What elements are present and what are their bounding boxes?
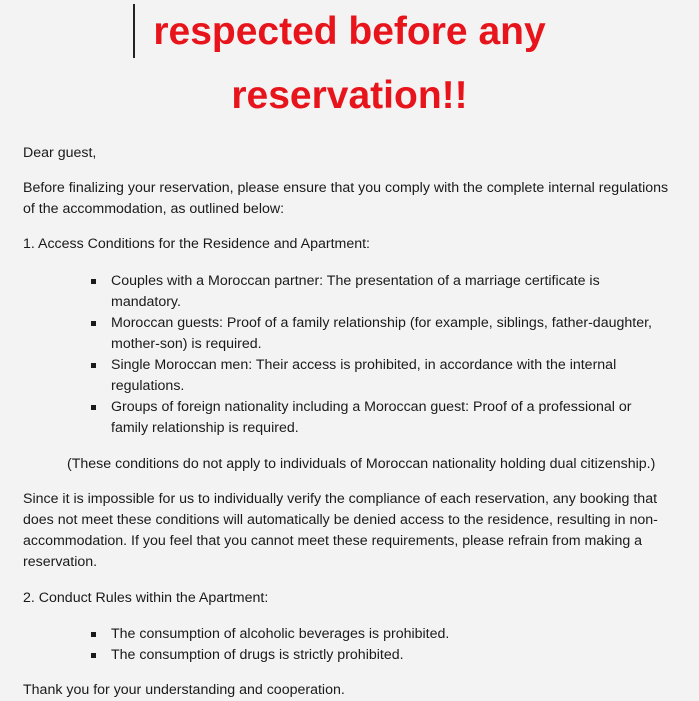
conduct-rules-list	[111, 624, 671, 666]
greeting: Dear guest,	[23, 145, 97, 161]
access-conditions-list	[111, 271, 671, 439]
list-item: The consumption of alcoholic beverages is prohibited.	[111, 624, 671, 645]
intro-paragraph: Before finalizing your reservation, please ensure that you comply with the complete internal regulations of the accommodation, as outlined below:	[23, 180, 669, 217]
list-item: Couples with a Moroccan partner: The presentation of a marriage certificate is mandatory.	[111, 271, 671, 313]
heading-line-1: respected before any	[153, 10, 546, 53]
list-item: Groups of foreign nationality including a Moroccan guest: Proof of a professional or family relationship is required.	[111, 397, 671, 439]
dual-citizenship-note: (These conditions do not apply to individuals of Moroccan nationality holding dual citizenship.)	[67, 456, 656, 472]
list-item: The consumption of drugs is strictly prohibited.	[111, 645, 671, 666]
closing: Thank you for your understanding and cooperation.	[23, 682, 345, 698]
section-1-title: 1. Access Conditions for the Residence and Apartment:	[23, 236, 371, 252]
list-item: Moroccan guests: Proof of a family relationship (for example, siblings, father-daughter, mother-son) is required.	[111, 313, 671, 355]
list-item: Single Moroccan men: Their access is prohibited, in accordance with the internal regulations.	[111, 355, 671, 397]
heading-line-2: reservation!!	[231, 74, 468, 117]
compliance-paragraph: Since it is impossible for us to individually verify the compliance of each reservation, any booking that does not meet these conditions will automatically be denied access to the residence, resulting in non-accommodation. If you feel that you cannot meet these requirements, please refrain from making a reservation.	[23, 491, 658, 570]
section-2-title: 2. Conduct Rules within the Apartment:	[23, 590, 269, 606]
